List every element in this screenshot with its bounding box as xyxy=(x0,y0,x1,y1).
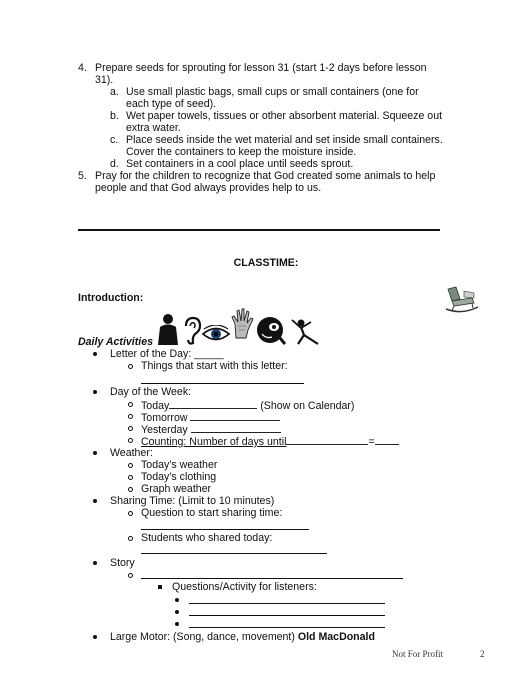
bullet-dot xyxy=(93,348,97,360)
blank-line xyxy=(189,603,385,604)
sharing-time: Sharing Time: (Limit to 10 minutes) xyxy=(110,495,275,507)
tomorrow-blank xyxy=(190,410,280,421)
blank-line xyxy=(141,553,327,554)
bullet-dot xyxy=(93,631,97,643)
blank-line xyxy=(141,578,403,579)
item-c-line-2: Cover the containers to keep the moisture inside. xyxy=(126,146,357,158)
sub-bullet-circle xyxy=(128,471,133,483)
sub-bullet-circle xyxy=(128,569,133,581)
item-b-line-2: extra water. xyxy=(126,122,181,134)
footer-not-for-profit: Not For Profit xyxy=(392,649,444,659)
item-b-line-1: Wet paper towels, tissues or other absorbent material. Squeeze out xyxy=(126,110,443,122)
blank-line xyxy=(189,627,385,628)
classtime-heading: CLASSTIME: xyxy=(233,257,299,269)
item-a-line-1: Use small plastic bags, small cups or small containers (one for xyxy=(126,86,419,98)
today-blank xyxy=(169,398,257,409)
sub-sub-bullet-square xyxy=(158,581,162,593)
sub-bullet-circle xyxy=(128,459,133,471)
today-suffix: (Show on Calendar) xyxy=(260,400,355,412)
blank-line xyxy=(141,529,309,530)
section-divider xyxy=(78,229,440,231)
item-c-letter: c. xyxy=(110,134,119,146)
bullet-dot xyxy=(93,447,97,459)
blank-line xyxy=(141,383,304,384)
counting-result-blank xyxy=(375,434,399,445)
counting-label: Counting: Number of days until xyxy=(141,436,287,448)
sub-bullet-circle xyxy=(128,483,133,495)
sub-bullet-circle xyxy=(128,532,133,544)
graph-weather: Graph weather xyxy=(141,483,212,495)
dancer-icon xyxy=(290,318,324,346)
large-motor-song: Old MacDonald xyxy=(297,631,375,643)
weather: Weather: xyxy=(110,447,153,459)
ear-icon xyxy=(182,316,202,346)
item-5-line-1: Pray for the children to recognize that God created some animals to help xyxy=(95,170,436,182)
today-label: Today xyxy=(141,400,170,412)
sub-bullet-circle xyxy=(128,410,133,422)
page-number: 2 xyxy=(480,649,485,659)
counting-equals: = xyxy=(368,436,375,448)
todays-weather: Today’s weather xyxy=(141,459,218,471)
sub-bullet-circle xyxy=(128,507,133,519)
things-start-letter: Things that start with this letter: xyxy=(141,360,288,372)
hand-icon xyxy=(230,308,254,340)
tomorrow-label: Tomorrow xyxy=(141,412,188,424)
rocking-chair-icon xyxy=(444,285,480,315)
item-4-number: 4. xyxy=(78,62,87,74)
students-shared: Students who shared today: xyxy=(141,532,273,544)
bullet-dot xyxy=(175,594,179,606)
counting-row xyxy=(141,434,399,448)
item-d-line-1: Set containers in a cool place until seeds sprout. xyxy=(126,158,354,170)
bullet-dot xyxy=(175,606,179,618)
item-4-line-1: Prepare seeds for sprouting for lesson 31 (start 1-2 days before lesson xyxy=(95,62,427,74)
introduction-label: Introduction: xyxy=(78,292,144,304)
item-5-line-2: people and that God always provides help to us. xyxy=(95,182,322,194)
face-touch-icon xyxy=(256,314,286,346)
story: Story xyxy=(110,557,135,569)
bullet-dot xyxy=(93,495,97,507)
large-motor-label: Large Motor: (Song, dance, movement) xyxy=(110,631,295,643)
yesterday-label: Yesterday xyxy=(141,424,188,436)
item-c-line-1: Place seeds inside the wet material and set inside small containers. xyxy=(126,134,443,146)
sub-bullet-circle xyxy=(128,434,133,446)
day-of-week: Day of the Week: xyxy=(110,386,192,398)
sub-bullet-circle xyxy=(128,360,133,372)
yesterday-blank xyxy=(191,422,281,433)
item-b-letter: b. xyxy=(110,110,119,122)
bullet-dot xyxy=(93,557,97,569)
item-a-letter: a. xyxy=(110,86,119,98)
sharing-question: Question to start sharing time: xyxy=(141,507,283,519)
item-a-line-2: each type of seed). xyxy=(126,98,217,110)
daily-activities-heading: Daily Activities xyxy=(78,336,153,348)
counting-blank xyxy=(286,434,368,445)
item-4-line-2: 31). xyxy=(95,74,114,86)
praying-figure-icon xyxy=(154,313,182,347)
todays-clothing: Today’s clothing xyxy=(141,471,217,483)
sub-bullet-circle xyxy=(128,398,133,410)
item-d-letter: d. xyxy=(110,158,119,170)
letter-of-the-day: Letter of the Day: _____ xyxy=(110,348,224,360)
sub-bullet-circle xyxy=(128,422,133,434)
bullet-dot xyxy=(175,618,179,630)
item-5-number: 5. xyxy=(78,170,87,182)
questions-activity: Questions/Activity for listeners: xyxy=(172,581,317,593)
large-motor xyxy=(110,631,375,643)
bullet-dot xyxy=(93,386,97,398)
blank-line xyxy=(189,615,385,616)
eye-icon xyxy=(202,325,230,343)
